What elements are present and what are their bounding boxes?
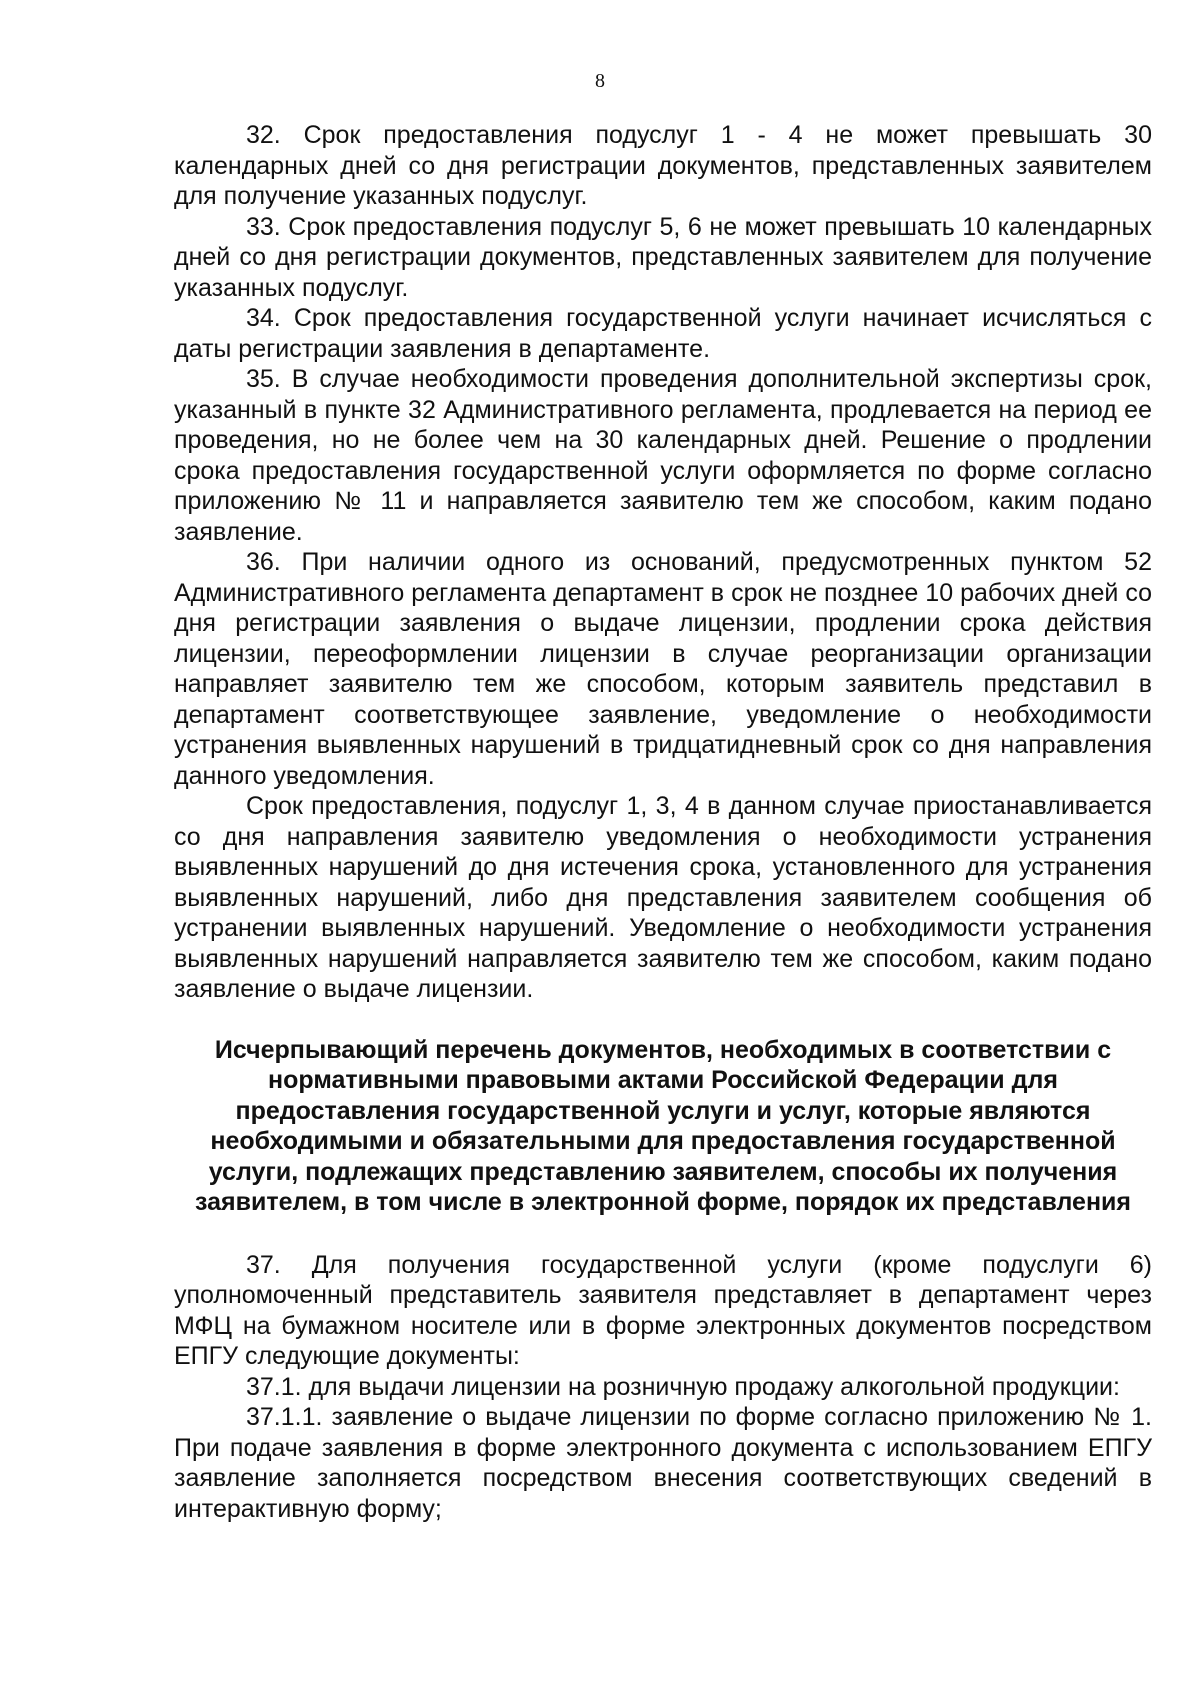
document-body bbox=[174, 120, 1152, 1524]
paragraph-36-suspension: Срок предоставления, подуслуг 1, 3, 4 в данном случае приостанавливается со дня направления заявителю уведомления о необходимости устранения выявленных нарушений до дня истечения срока, установленного для устранения выявленных нарушений, либо дня представления заявителем сообщения об устранении выявленных нарушений. Уведомление о необходимости устранения выявленных нарушений направляется заявителю тем же способом, каким подано заявление о выдаче лицензии. bbox=[174, 792, 1152, 1003]
paragraph-37: 37. Для получения государственной услуги (кроме подуслуги 6) уполномоченный представитель заявителя представляет в департамент через МФЦ на бумажном носителе или в форме электронных документов посредством ЕПГУ следующие документы: bbox=[174, 1250, 1152, 1370]
paragraph-32: 32. Срок предоставления подуслуг 1 - 4 не может превышать 30 календарных дней со дня регистрации документов, представленных заявителем для получение указанных подуслуг. bbox=[174, 121, 1152, 210]
paragraph-34: 34. Срок предоставления государственной услуги начинает исчисляться с даты регистрации заявления в департаменте. bbox=[174, 304, 1152, 363]
paragraph-37-1: 37.1. для выдачи лицензии на розничную продажу алкогольной продукции: bbox=[246, 1372, 1120, 1401]
section-heading: Исчерпывающий перечень документов, необходимых в соответствии с нормативными правовыми актами Российской Федерации для предоставления государственной услуги и услуг, которые являются необходимыми и обязательными для предоставления государственной услуги, подлежащих представлению заявителем, способы их получения заявителем, в том числе в электронной форме, порядок их представления bbox=[195, 1035, 1131, 1216]
paragraph-36: 36. При наличии одного из оснований, предусмотренных пунктом 52 Административного регламента департамент в срок не позднее 10 рабочих дней со дня регистрации заявления о выдаче лицензии, продлении срока действия лицензии, переоформлении лицензии в случае реорганизации организации направляет заявителю тем же способом, которым заявитель представил в департамент соответствующее заявление, уведомление о необходимости устранения выявленных нарушений в тридцатидневный срок со дня направления данного уведомления. bbox=[174, 548, 1152, 790]
paragraph-35: 35. В случае необходимости проведения дополнительной экспертизы срок, указанный в пункте 32 Административного регламента, продлевается на период ее проведения, но не более чем на 30 календарных дней. Решение о продлении срока предоставления государственной услуги оформляется по форме согласно приложению № 11 и направляется заявителю тем же способом, каким подано заявление. bbox=[174, 365, 1152, 546]
paragraph-33: 33. Срок предоставления подуслуг 5, 6 не может превышать 10 календарных дней со дня регистрации документов, представленных заявителем для получение указанных подуслуг. bbox=[174, 212, 1152, 302]
page-number: 8 bbox=[595, 70, 605, 92]
paragraph-37-1-1: 37.1.1. заявление о выдаче лицензии по форме согласно приложению № 1. При подаче заявления в форме электронного документа с использованием ЕПГУ заявление заполняется посредством внесения соответствующих сведений в интерактивную форму; bbox=[174, 1403, 1152, 1523]
